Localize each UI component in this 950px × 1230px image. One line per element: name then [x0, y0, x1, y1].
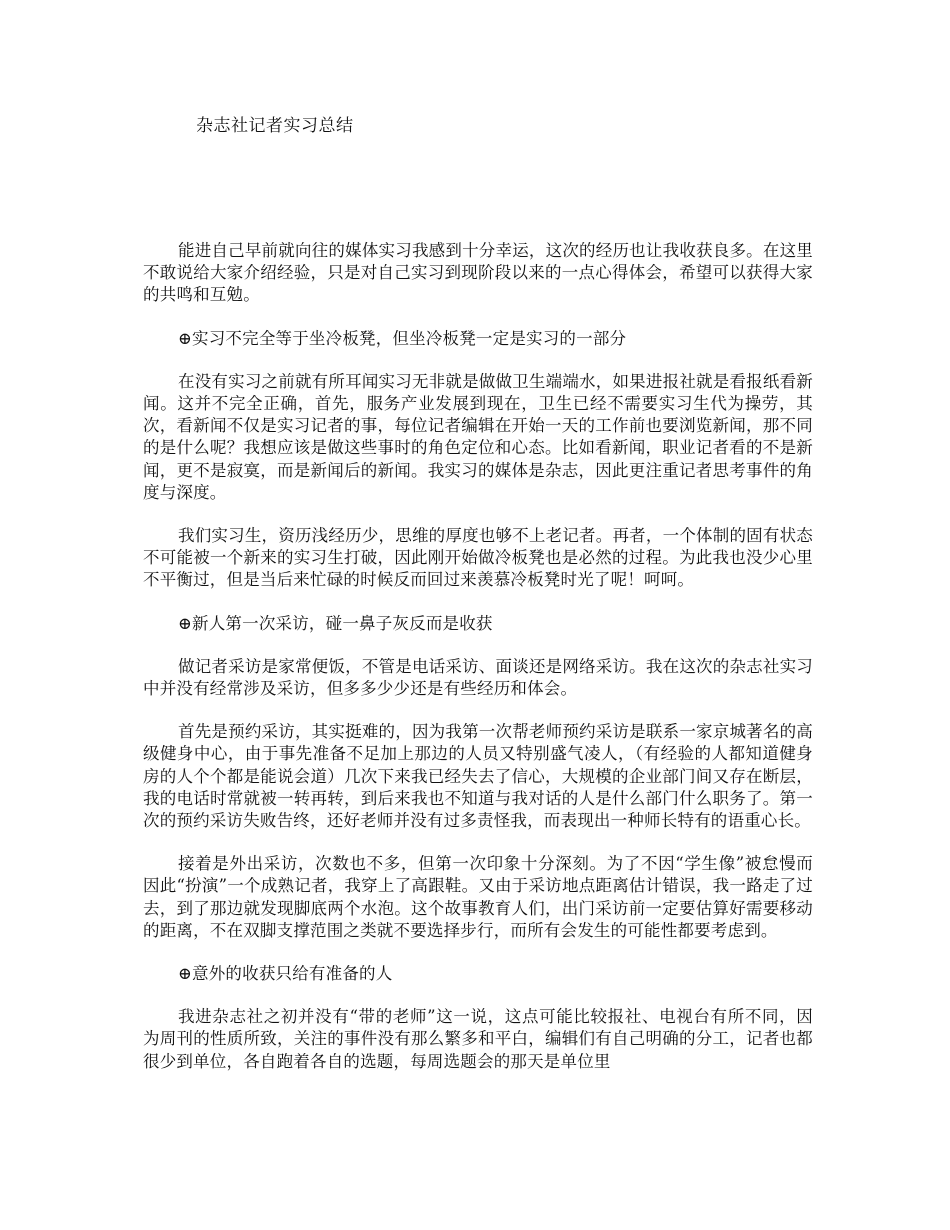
paragraph-4: 首先是预约采访，其实挺难的，因为我第一次帮老师预约采访是联系一家京城著名的高级健身中心，由于事先准备不足加上那边的人员又特别盛气凌人，（有经验的人都知道健身房的人个个都是能说会道）几次下来我已经失去了信心，大规模的企业部门间又存在断层，我的电话时常就被一转再转，到后来我也不知道与我对话的人是什么部门什么职务了。第一次的预约采访失败告终，还好老师并没有过多责怪我，而表现出一种师长特有的语重心长。	[143, 722, 813, 831]
paragraph-2: 我们实习生，资历浅经历少，思维的厚度也够不上老记者。再者，一个体制的固有状态不可能被一个新来的实习生打破，因此刚开始做冷板凳也是必然的过程。为此我也没少心里不平衡过，但是当后来忙碌的时候反而回过来羡慕冷板凳时光了呢！呵呵。	[143, 526, 813, 590]
section-heading-2: ⊕新人第一次采访，碰一鼻子灰反而是收获	[178, 613, 493, 633]
paragraph-1: 在没有实习之前就有所耳闻实习无非就是做做卫生端端水，如果进报社就是看报纸看新闻。这并不完全正确，首先，服务产业发展到现在，卫生已经不需要实习生代为操劳，其次，看新闻不仅是实习记者的事，每位记者编辑在开始一天的工作前也要浏览新闻，那不同的是什么呢？我想应该是做这些事时的角色定位和心态。比如看新闻，职业记者看的不是新闻，更不是寂寞，而是新闻后的新闻。我实习的媒体是杂志，因此更注重记者思考事件的角度与深度。	[143, 371, 813, 502]
section-heading-3: ⊕意外的收获只给有准备的人	[178, 964, 393, 984]
paragraph-5: 接着是外出采访，次数也不多，但第一次印象十分深刻。为了不因“学生像”被怠慢而因此“扮演”一个成熟记者，我穿上了高跟鞋。又由于采访地点距离估计错误，我一路走了过去，到了那边就发现脚底两个水泡。这个故事教育人们，出门采访前一定要估算好需要移动的距离，不在双脚支撑范围之类就不要选择步行，而所有会发生的可能性都要考虑到。	[143, 854, 813, 940]
section-heading-1: ⊕实习不完全等于坐冷板凳，但坐冷板凳一定是实习的一部分	[178, 328, 627, 348]
paragraph-3: 做记者采访是家常便饭，不管是电话采访、面谈还是网络采访。我在这次的杂志社实习中并没有经常涉及采访，但多多少少还是有些经历和体会。	[143, 656, 813, 699]
document-title: 杂志社记者实习总结	[196, 116, 354, 136]
paragraph-intro: 能进自己早前就向往的媒体实习我感到十分幸运，这次的经历也让我收获良多。在这里不敢说给大家介绍经验，只是对自己实习到现阶段以来的一点心得体会，希望可以获得大家的共鸣和互勉。	[143, 241, 813, 305]
paragraph-6: 我进杂志社之初并没有“带的老师”这一说，这点可能比较报社、电视台有所不同，因为周刊的性质所致，关注的事件没有那么繁多和平白，编辑们有自己明确的分工，记者也都很少到单位，各自跑着各自的选题，每周选题会的那天是单位里	[143, 1007, 813, 1071]
document-body	[143, 240, 813, 1094]
